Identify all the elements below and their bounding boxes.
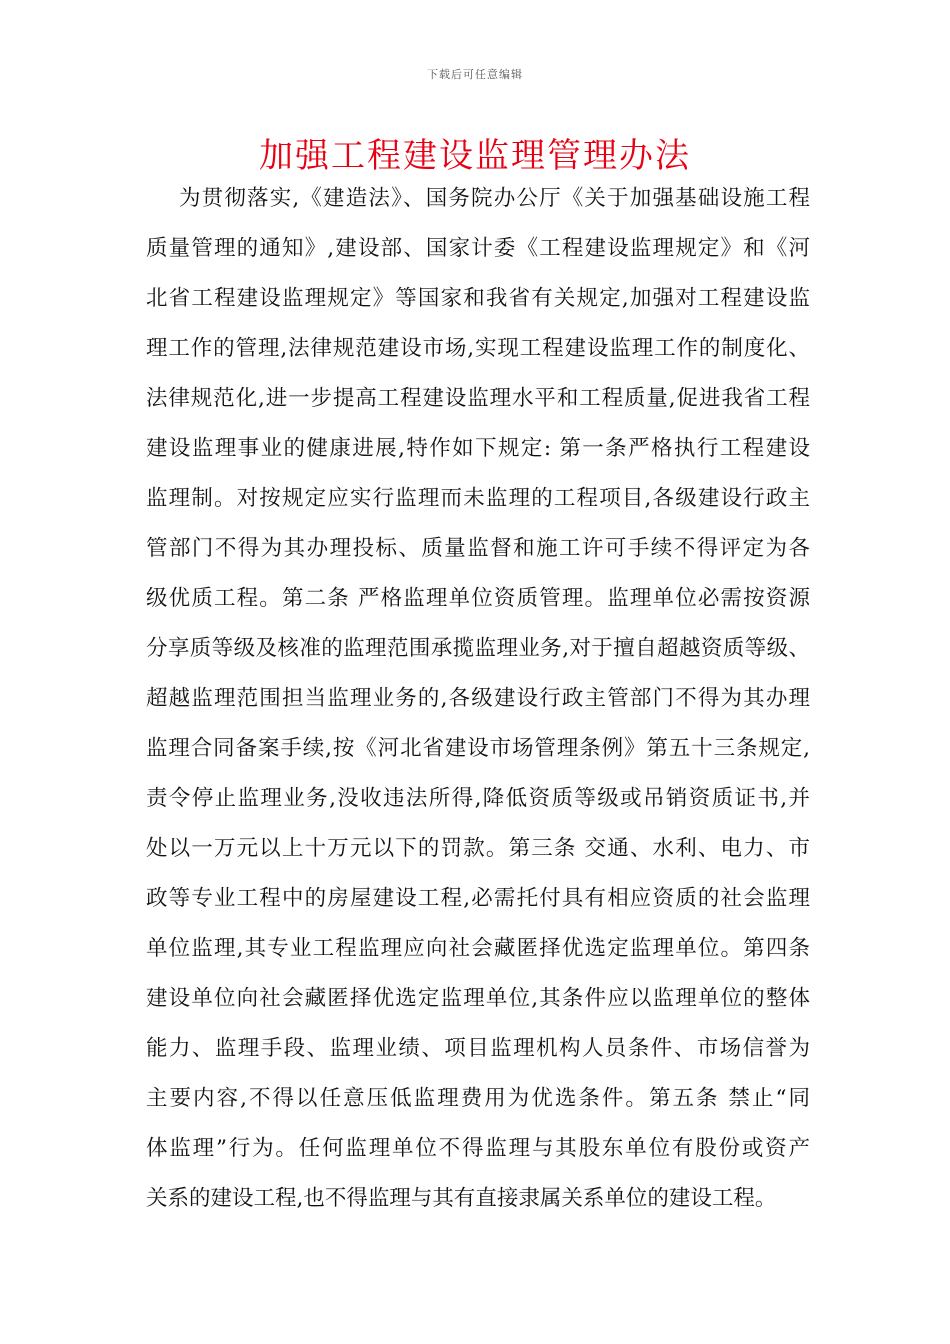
body-line: 能力、监理手段、监理业绩、项目监理机构人员条件、市场信誉为 — [146, 1036, 810, 1061]
body-line: 监理合同备案手续,按《河北省建设市场管理条例》第五十三条规定, — [146, 736, 810, 761]
body-line: 理工作的管理,法律规范建设市场,实现工程建设监理工作的制度化、 — [146, 336, 810, 361]
body-line: 北省工程建设监理规定》等国家和我省有关规定,加强对工程建设监 — [146, 286, 810, 311]
body-line: 分享质等级及核准的监理范围承揽监理业务,对于擅自超越资质等级、 — [146, 636, 810, 661]
body-line: 超越监理范围担当监理业务的,各级建设行政主管部门不得为其办理 — [146, 686, 810, 711]
body-line: 级优质工程。第二条 严格监理单位资质管理。监理单位必需按资源 — [146, 586, 810, 611]
body-line: 责令停止监理业务,没收违法所得,降低资质等级或吊销资质证书,并 — [146, 786, 810, 811]
body-line: 建设单位向社会藏匿择优选定监理单位,其条件应以监理单位的整体 — [146, 986, 810, 1011]
body-line: 建设监理事业的健康进展,特作如下规定: 第一条严格执行工程建设 — [146, 436, 810, 461]
body-line: 质量管理的通知》,建设部、国家计委《工程建设监理规定》和《河 — [146, 236, 810, 261]
document-body — [146, 174, 810, 1224]
body-line: 监理制。对按规定应实行监理而未监理的工程项目,各级建设行政主 — [146, 486, 810, 511]
body-line: 处以一万元以上十万元以下的罚款。第三条 交通、水利、电力、市 — [146, 836, 810, 861]
body-line: 政等专业工程中的房屋建设工程,必需托付具有相应资质的社会监理 — [146, 886, 810, 911]
body-line: 法律规范化,进一步提高工程建设监理水平和工程质量,促进我省工程 — [146, 386, 810, 411]
header-note: 下载后可任意编辑 — [427, 68, 523, 81]
body-line: 体监理”行为。任何监理单位不得监理与其股东单位有股份或资产 — [146, 1136, 810, 1161]
body-line: 关系的建设工程,也不得监理与其有直接隶属关系单位的建设工程。 — [146, 1186, 777, 1211]
body-line: 单位监理,其专业工程监理应向社会藏匿择优选定监理单位。第四条 — [146, 936, 810, 961]
document-title: 加强工程建设监理管理办法 — [259, 136, 691, 176]
body-line: 管部门不得为其办理投标、质量监督和施工许可手续不得评定为各 — [146, 536, 810, 561]
body-line: 为贯彻落实,《建造法》、国务院办公厅《关于加强基础设施工程 — [179, 186, 810, 211]
body-line: 主要内容,不得以任意压低监理费用为优选条件。第五条 禁止“同 — [146, 1086, 810, 1111]
